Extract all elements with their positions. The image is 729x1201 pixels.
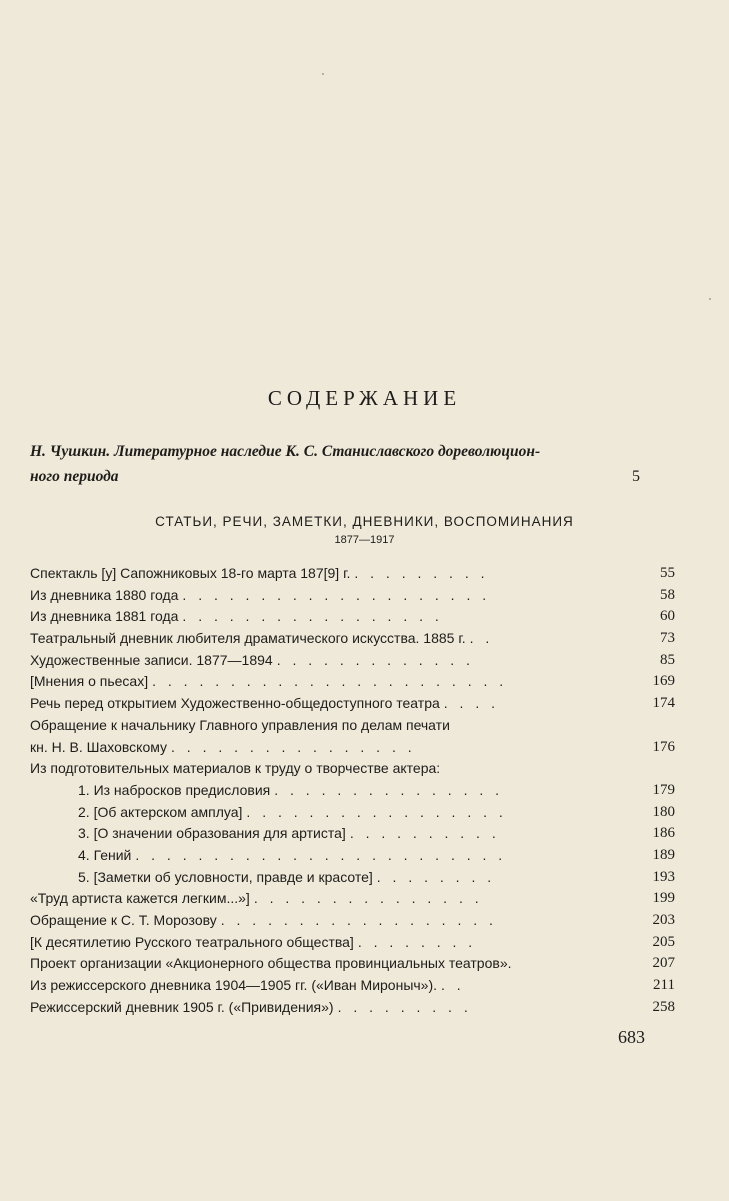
toc-entry-title: [Мнения о пьесах] bbox=[30, 673, 149, 690]
page-number: 683 bbox=[618, 1027, 645, 1047]
toc-page-number: 193 bbox=[647, 866, 676, 888]
toc-page-number: 58 bbox=[654, 584, 675, 606]
toc-page-number: 169 bbox=[647, 670, 676, 692]
toc-entry-title: 1. Из набросков предисловия bbox=[78, 781, 271, 798]
toc-leader-dots: . . . . . . . . . . . . . . . . . . bbox=[220, 912, 497, 928]
toc-entry bbox=[30, 649, 675, 671]
toc-page-number: 207 bbox=[647, 952, 676, 974]
toc-page-number: 258 bbox=[647, 996, 676, 1018]
intro-line-2: ного периода bbox=[30, 468, 119, 485]
toc-leader-dots: . . . . . . . . . . . . . . . . . . . . . . . bbox=[152, 673, 508, 690]
toc-leader-dots: . . . . bbox=[443, 695, 499, 712]
toc-page-number: 211 bbox=[647, 974, 675, 996]
toc-page-number: 73 bbox=[654, 627, 675, 649]
toc-entry-title: Речь перед открытием Художественно-общедоступного театра bbox=[30, 695, 440, 712]
toc-page-number: 186 bbox=[647, 822, 676, 844]
toc-entry-title: 5. [Заметки об условности, правде и красоте] bbox=[78, 868, 373, 885]
toc-entry bbox=[30, 887, 675, 909]
toc-leader-dots: . . . . . . . . . bbox=[337, 998, 472, 1015]
toc-entry bbox=[30, 692, 675, 714]
toc-entry-title: Театральный дневник любителя драматического искусства. 1885 г. bbox=[30, 630, 466, 647]
toc-list bbox=[30, 562, 675, 1017]
toc-entry-title: 2. [Об актерском амплуа] bbox=[78, 803, 243, 820]
toc-subentry bbox=[30, 801, 675, 823]
toc-leader-dots: . . . . . . . . . . . . . . . bbox=[253, 890, 483, 907]
toc-leader-dots: . . . . . . . . bbox=[376, 868, 496, 885]
toc-page-number: 174 bbox=[647, 692, 676, 714]
toc-leader-dots: . . bbox=[469, 630, 494, 647]
toc-entry bbox=[30, 714, 675, 736]
toc-entry-title: Спектакль [у] Сапожниковых 18-го марта 187[9] г. bbox=[30, 565, 351, 581]
toc-page-number: 179 bbox=[647, 779, 676, 801]
toc-subentry bbox=[30, 779, 675, 801]
toc-page-number: 60 bbox=[654, 605, 675, 627]
toc-page-number: 205 bbox=[647, 931, 676, 953]
toc-page-number: 189 bbox=[647, 844, 676, 866]
toc-leader-dots: . . . . . . . . . . . . . . . . . bbox=[182, 608, 443, 625]
intro-page-number: 5 bbox=[632, 468, 640, 485]
toc-entry bbox=[30, 562, 675, 584]
toc-entry bbox=[30, 584, 675, 606]
toc-page-number: 85 bbox=[654, 649, 675, 671]
toc-group-heading bbox=[30, 757, 675, 779]
toc-entry-title: «Труд артиста кажется легким...»] bbox=[30, 890, 250, 907]
toc-entry bbox=[30, 909, 675, 931]
toc-leader-dots: . . . . . . . . . . . . . . . bbox=[274, 781, 504, 798]
toc-entry-continuation bbox=[30, 736, 675, 758]
toc-leader-dots: . . . . . . . . . . . . . . . . . bbox=[246, 803, 507, 820]
toc-subentry bbox=[30, 866, 675, 888]
toc-entry-title: [К десятилетию Русского театрального общества] bbox=[30, 933, 354, 950]
toc-entry-title: 4. Гений bbox=[78, 846, 132, 863]
toc-leader-dots: . . . . . . . . . . . . . . . . . . . . bbox=[182, 586, 491, 603]
toc-leader-dots: . . . . . . . . . . . . . bbox=[276, 651, 474, 668]
toc-entry bbox=[30, 627, 675, 649]
toc-leader-dots: . . . . . . . . . . . . . . . . . . . . . . . . bbox=[135, 846, 507, 863]
toc-entry-title: Проект организации «Акционерного общества провинциальных театров». bbox=[30, 955, 512, 972]
intro-line-2-wrap bbox=[30, 464, 670, 489]
toc-page-number: 180 bbox=[647, 801, 676, 823]
toc-leader-dots: . . . . . . . . bbox=[357, 933, 477, 950]
toc-leader-dots: . . . . . . . . . . bbox=[349, 825, 500, 842]
toc-leader-dots: . . . . . . . . . . . . . . . . bbox=[171, 738, 416, 755]
toc-page-number: 55 bbox=[654, 562, 675, 584]
toc-leader-dots: . . bbox=[441, 977, 465, 994]
toc-entry-title: Обращение к начальнику Главного управления по делам печати bbox=[30, 716, 450, 733]
toc-entry bbox=[30, 974, 675, 996]
intro-entry bbox=[30, 439, 670, 489]
paper-speck bbox=[709, 298, 711, 300]
toc-entry-title: Из дневника 1881 года bbox=[30, 608, 179, 625]
toc-leader-dots: . . . . . . . . . bbox=[354, 565, 489, 581]
section-title: СТАТЬИ, РЕЧИ, ЗАМЕТКИ, ДНЕВНИКИ, ВОСПОМИНАНИЯ bbox=[155, 514, 574, 529]
toc-entry-title: 3. [О значении образования для артиста] bbox=[78, 825, 346, 842]
paper-speck bbox=[322, 73, 324, 75]
toc-subentry bbox=[30, 844, 675, 866]
toc-entry-title: Из подготовительных материалов к труду о творчестве актера: bbox=[30, 760, 441, 777]
toc-entry bbox=[30, 605, 675, 627]
section-years: 1877—1917 bbox=[334, 534, 395, 546]
toc-entry-title: кн. Н. В. Шаховскому bbox=[30, 738, 168, 755]
intro-line-1: Н. Чушкин. Литературное наследие К. С. Станиславского дореволюцион- bbox=[30, 443, 541, 460]
toc-entry bbox=[30, 952, 675, 974]
toc-entry-title: Обращение к С. Т. Морозову bbox=[30, 912, 217, 928]
toc-entry bbox=[30, 670, 675, 692]
page-title: СОДЕРЖАНИЕ bbox=[267, 386, 462, 410]
toc-entry bbox=[30, 931, 675, 953]
toc-page-number: 203 bbox=[647, 909, 676, 931]
toc-entry-title: Художественные записи. 1877—1894 bbox=[30, 651, 273, 668]
toc-page-number: 199 bbox=[647, 887, 676, 909]
toc-entry bbox=[30, 996, 675, 1018]
toc-entry-title: Из режиссерского дневника 1904—1905 гг. («Иван Мироныч»). bbox=[30, 977, 438, 994]
toc-subentry bbox=[30, 822, 675, 844]
toc-page-number: 176 bbox=[647, 736, 676, 758]
toc-entry-title: Из дневника 1880 года bbox=[30, 586, 179, 603]
toc-entry-title: Режиссерский дневник 1905 г. («Привидения») bbox=[30, 998, 334, 1015]
